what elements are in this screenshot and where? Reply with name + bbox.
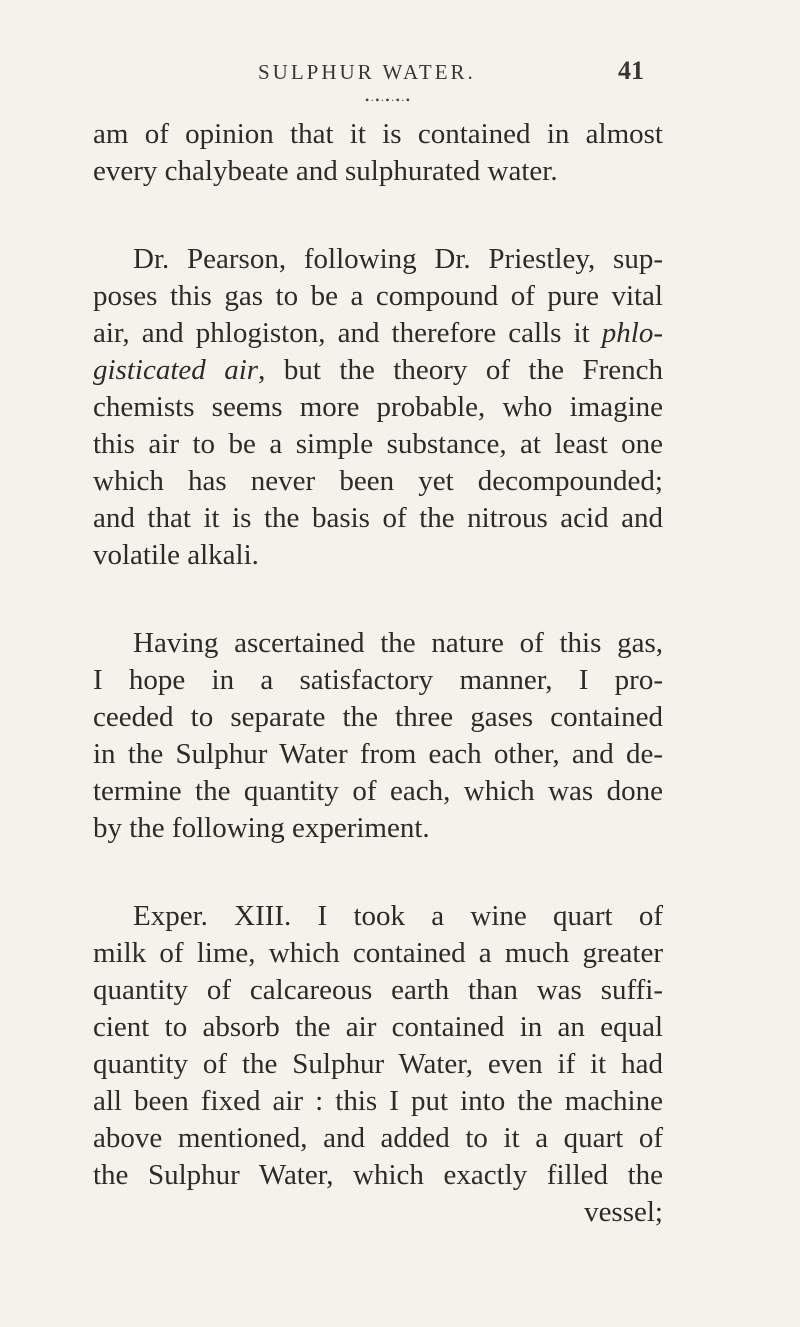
text-line: in the Sulphur Water from each other, and de- <box>93 738 663 770</box>
text-line: by the following experiment. <box>93 812 430 844</box>
text-line: poses this gas to be a compound of pure vital <box>93 280 663 312</box>
text-line: the Sulphur Water, which exactly filled the <box>93 1159 663 1191</box>
text-fragment: , but the theory of the French <box>258 354 663 386</box>
text-line: chemists seems more probable, who imagine <box>93 391 663 423</box>
text-line <box>93 352 663 389</box>
text-line: I hope in a satisfactory manner, I pro- <box>93 664 663 696</box>
text-line: all been fixed air : this I put into the machine <box>93 1085 663 1117</box>
text-line: cient to absorb the air contained in an equal <box>93 1011 663 1043</box>
paragraph-2 <box>93 241 663 574</box>
text-line <box>93 315 663 352</box>
paragraph-4 <box>93 898 663 1231</box>
text-line: above mentioned, and added to it a quart of <box>93 1122 663 1154</box>
paragraph-1 <box>93 116 663 190</box>
text-line: ceeded to separate the three gases contained <box>93 701 663 733</box>
page-number: 41 <box>618 56 644 85</box>
text-line: volatile alkali. <box>93 539 259 571</box>
text-line: this air to be a simple substance, at least one <box>93 428 663 460</box>
italic-term: phlo- <box>601 317 663 349</box>
text-line: quantity of calcareous earth than was suffi- <box>93 974 663 1006</box>
text-line: Having ascertained the nature of this gas, <box>133 627 663 659</box>
text-line: Exper. XIII. I took a wine quart of <box>133 900 663 932</box>
text-line: quantity of the Sulphur Water, even if it had <box>93 1048 663 1080</box>
text-fragment: air, and phlogiston, and therefore calls it <box>93 317 602 349</box>
header-ornament: •·•·•·•·• <box>365 93 411 107</box>
text-line: Dr. Pearson, following Dr. Priestley, sup- <box>133 243 663 275</box>
text-line: termine the quantity of each, which was done <box>93 775 663 807</box>
text-line: and that it is the basis of the nitrous acid and <box>93 502 663 534</box>
body-text <box>93 116 663 1231</box>
italic-term: gisticated air <box>93 354 259 386</box>
paragraph-3 <box>93 625 663 847</box>
running-title: SULPHUR WATER. <box>258 60 476 84</box>
text-line: every chalybeate and sulphurated water. <box>93 155 558 187</box>
text-line: am of opinion that it is contained in almost <box>93 118 663 150</box>
text-line: milk of lime, which contained a much greater <box>93 937 663 969</box>
text-line: which has never been yet decompounded; <box>93 465 663 497</box>
catchword: vessel; <box>584 1196 663 1228</box>
